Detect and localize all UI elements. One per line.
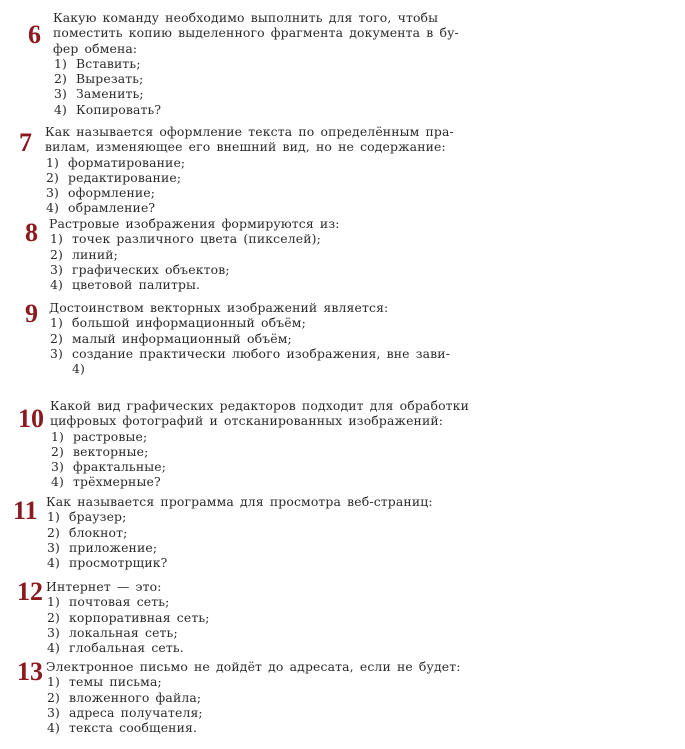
option-4 — [50, 474, 469, 489]
option-text: локальная сеть; — [69, 624, 178, 640]
option-4 — [53, 102, 459, 117]
option-text: редактирование; — [68, 169, 182, 185]
option-number: 3) — [50, 261, 64, 277]
option-text: вложенного файла; — [69, 689, 202, 705]
option-4 — [49, 277, 340, 292]
stem-line: Как называется программа для просмотра веб-страниц: — [46, 494, 433, 509]
question-number: 8 — [25, 218, 38, 247]
option-number: 4) — [46, 200, 60, 216]
option-3 — [46, 625, 210, 640]
option-number: 3) — [46, 185, 60, 201]
option-number: 1) — [54, 55, 68, 71]
option-text: большой информационный объём; — [72, 315, 306, 331]
option-4 — [45, 200, 454, 215]
option-text: адреса получателя; — [69, 704, 203, 720]
option-2 — [46, 525, 433, 540]
question-body — [46, 659, 461, 735]
question-number: 12 — [17, 577, 43, 606]
option-1 — [46, 674, 461, 689]
option-text: векторные; — [73, 443, 149, 459]
option-1 — [49, 315, 450, 330]
stem-line: Как называется оформление текста по определённым пра- — [45, 124, 454, 139]
option-2 — [49, 331, 450, 346]
option-3 — [53, 86, 459, 101]
option-text: фрактальные; — [73, 459, 167, 475]
option-number: 4) — [50, 277, 64, 293]
option-text: браузер; — [69, 509, 127, 525]
option-number: 1) — [47, 674, 61, 690]
option-number: 3) — [50, 345, 64, 361]
option-3 — [50, 459, 469, 474]
option-text: Вырезать; — [76, 71, 144, 87]
option-2 — [49, 247, 340, 262]
option-3 — [46, 705, 461, 720]
question-number: 7 — [19, 128, 32, 157]
question-number: 11 — [13, 496, 38, 525]
option-number: 2) — [46, 169, 60, 185]
option-2 — [46, 690, 461, 705]
option-text: графических объектов; — [72, 261, 230, 277]
stem-line: Какую команду необходимо выполнить для того, чтобы — [53, 10, 439, 25]
stem-line: Интернет — это: — [46, 579, 162, 594]
option-text: линий; — [72, 246, 118, 262]
option-3 — [49, 346, 450, 361]
option-3 — [46, 540, 433, 555]
option-text: трёхмерные? — [73, 474, 161, 490]
option-2 — [46, 610, 210, 625]
option-1 — [53, 56, 459, 71]
option-text: блокнот; — [69, 524, 128, 540]
option-text: растровые; — [73, 428, 148, 444]
option-1 — [45, 155, 454, 170]
question-stem — [46, 494, 433, 509]
option-1 — [50, 429, 469, 444]
option-1 — [46, 509, 433, 524]
option-text: создание практически любого изображения, вне зави- — [72, 345, 451, 361]
question-body — [45, 124, 454, 216]
option-number: 3) — [54, 86, 68, 102]
option-number: 2) — [50, 330, 64, 346]
option-3 — [45, 185, 454, 200]
question-stem — [50, 398, 469, 429]
option-number: 4) — [47, 640, 61, 656]
option-text: точек различного цвета (пикселей); — [72, 231, 321, 247]
option-number: 1) — [46, 154, 60, 170]
option-text: глобальная сеть. — [69, 640, 184, 656]
option-4 — [46, 555, 433, 570]
option-number: 1) — [47, 509, 61, 525]
option-number: 4) — [47, 555, 61, 571]
stem-line: вилам, изменяющее его внешний вид, но не содержание: — [45, 139, 446, 155]
option-text: темы письма; — [69, 674, 162, 690]
option-1 — [49, 231, 340, 246]
option-number: 1) — [50, 315, 64, 331]
option-2 — [53, 71, 459, 86]
option-text: просмотрщик? — [69, 555, 168, 571]
option-number: 3) — [47, 704, 61, 720]
option-2 — [50, 444, 469, 459]
option-text: малый информационный объём; — [72, 330, 292, 346]
option-number: 2) — [47, 609, 61, 625]
option-1 — [46, 594, 210, 609]
question-body — [46, 579, 210, 655]
option-number: 3) — [47, 624, 61, 640]
option-number: 1) — [50, 231, 64, 247]
question-stem — [49, 216, 340, 231]
option-number: 4) — [51, 474, 65, 490]
stem-line: Растровые изображения формируются из: — [49, 216, 340, 231]
option-text: Заменить; — [76, 86, 144, 102]
question-number: 10 — [18, 404, 44, 433]
stem-line: Какой вид графических редакторов подходит для обработки — [50, 398, 469, 413]
option-number: 3) — [51, 459, 65, 475]
option-text: приложение; — [69, 539, 158, 555]
option-text: Копировать? — [76, 101, 162, 117]
question-stem — [53, 10, 459, 56]
question-body — [49, 216, 340, 292]
option-number: 2) — [47, 689, 61, 705]
stem-line: Электронное письмо не дойдёт до адресата, если не будет: — [46, 659, 461, 674]
option-text: обрамление? — [68, 200, 156, 216]
question-number: 13 — [17, 657, 43, 686]
option-4 — [49, 376, 450, 391]
option-number: 4) — [47, 720, 61, 736]
question-stem — [46, 659, 461, 674]
option-text: Вставить; — [76, 55, 141, 71]
stem-line: поместить копию выделенного фрагмента документа в бу- — [53, 25, 459, 41]
option-3-continuation: 4) — [72, 361, 86, 377]
option-number: 4) — [54, 101, 68, 117]
stem-line: цифровых фотографий и отсканированных изображений: — [50, 413, 444, 429]
option-number: 2) — [54, 71, 68, 87]
option-number: 2) — [51, 443, 65, 459]
question-body — [53, 10, 459, 117]
option-number: 1) — [51, 428, 65, 444]
question-stem — [46, 579, 210, 594]
option-text: текста сообщения. — [69, 720, 198, 736]
option-text: форматирование; — [68, 154, 186, 170]
question-body — [49, 300, 450, 392]
question-number: 9 — [25, 299, 38, 328]
option-4 — [46, 720, 461, 735]
question-number: 6 — [28, 20, 41, 49]
option-number: 2) — [47, 524, 61, 540]
option-3 — [49, 262, 340, 277]
option-2 — [45, 170, 454, 185]
option-text: корпоративная сеть; — [69, 609, 210, 625]
option-number: 2) — [50, 246, 64, 262]
question-stem — [45, 124, 454, 155]
option-number: 3) — [47, 539, 61, 555]
question-stem — [49, 300, 450, 315]
stem-line: фер обмена: — [53, 40, 138, 56]
option-text: почтовая сеть; — [69, 594, 170, 610]
option-4 — [46, 640, 210, 655]
option-number: 1) — [47, 594, 61, 610]
option-text: цветовой палитры. — [72, 277, 201, 293]
question-body — [46, 494, 433, 570]
question-body — [50, 398, 469, 490]
option-text: оформление; — [68, 185, 156, 201]
stem-line: Достоинством векторных изображений является: — [49, 300, 389, 315]
